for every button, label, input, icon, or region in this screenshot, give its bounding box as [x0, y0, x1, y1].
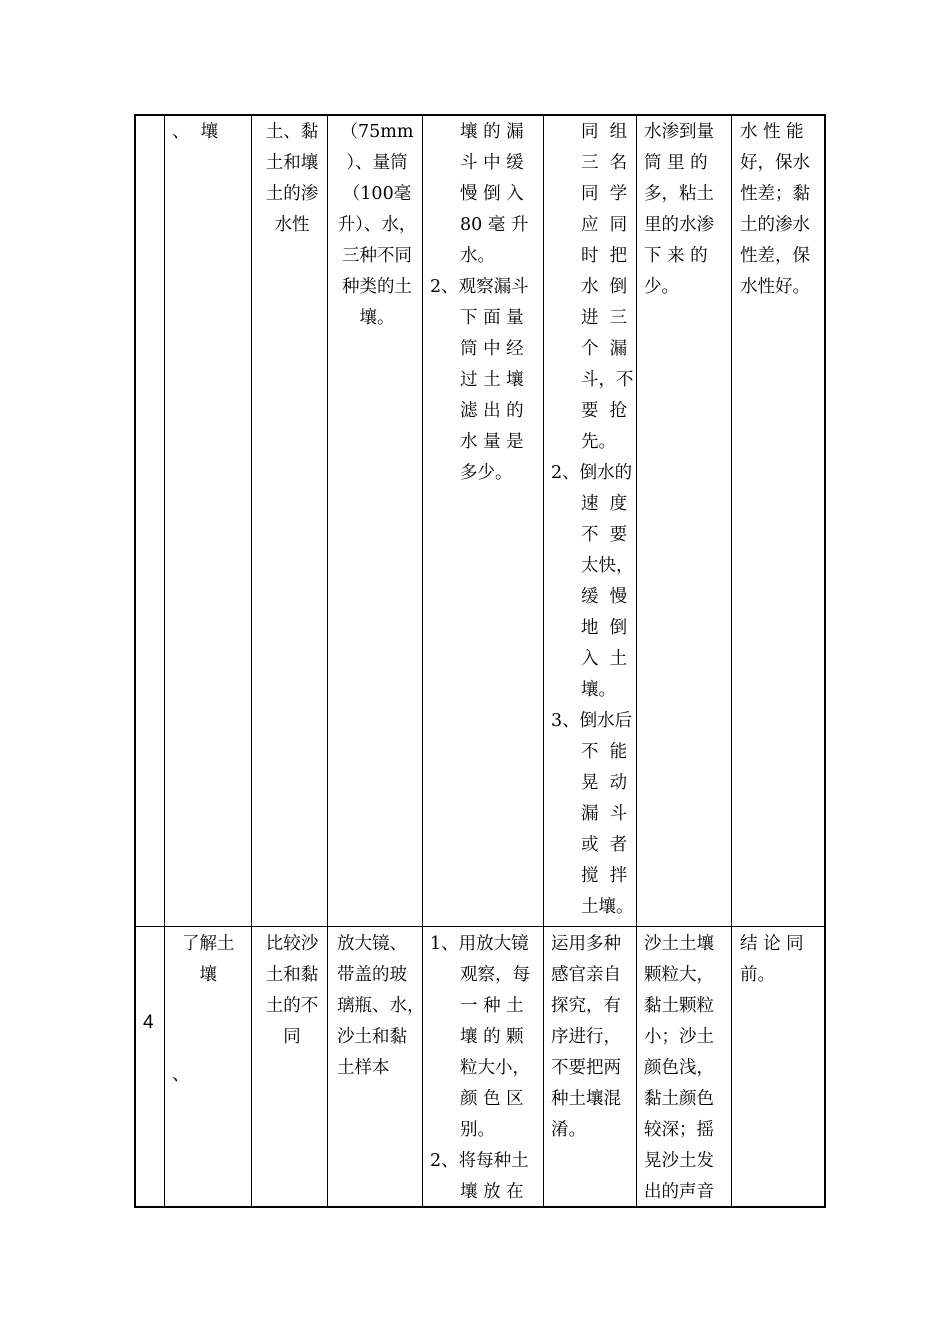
cell-line: 太快， [581, 556, 634, 576]
row-b-content-cell [262, 929, 322, 1053]
cell-line: 性差；黏 [740, 184, 810, 204]
cell-line: 璃瓶、水， [337, 996, 425, 1016]
cell-line: 沙土和黏 [337, 1027, 407, 1047]
cell-line: 颗粒大， [644, 965, 714, 985]
cell-line: 水性好。 [740, 277, 810, 297]
cell-line: 水 性 能 [740, 122, 804, 142]
cell-line: 水渗到量 [644, 122, 714, 142]
cell-line: 滤 出 的 [460, 401, 524, 421]
cell-line: 土壤。 [581, 897, 634, 917]
cell-line: 放大镜、 [337, 934, 407, 954]
cell-line: 黏土颗粒 [644, 996, 714, 1016]
row-a-steps-cell [430, 117, 538, 489]
row-a-notes-cell [551, 117, 633, 923]
row-a-content-cell [262, 117, 322, 241]
cell-line: 升）、水， [337, 215, 417, 235]
cell-line: 性差，保 [740, 246, 810, 266]
cell-line: 搅 拌 [581, 866, 628, 886]
cell-line: 先。 [581, 432, 616, 452]
cell-line: 带盖的玻 [337, 965, 407, 985]
cell-line: 前。 [740, 965, 775, 985]
cell-line: 黏土颜色 [644, 1089, 714, 1109]
column-divider [636, 114, 637, 1208]
cell-line: 同 [283, 1027, 301, 1047]
cell-line: 多少。 [460, 463, 513, 483]
cell-line: 80 毫 升 [460, 215, 529, 235]
cell-line: 速 度 [581, 494, 628, 514]
cell-line: 要 抢 [581, 401, 628, 421]
row-number: 4 [143, 1012, 154, 1033]
cell-line: 不要把两 [551, 1058, 621, 1078]
cell-line: 水 倒 [581, 277, 628, 297]
cell-line: 或 者 [581, 835, 628, 855]
cell-line: 、 壤 [172, 122, 219, 142]
cell-line: 壤。 [581, 680, 616, 700]
cell-line: 较深；摇 [644, 1120, 714, 1140]
cell-line: 晃 动 [581, 773, 628, 793]
column-divider [164, 114, 165, 1208]
cell-line: 同 学 [581, 184, 628, 204]
cell-line: 壤。 [359, 308, 395, 328]
cell-line: 淆。 [551, 1120, 586, 1140]
cell-line: 同 组 [581, 122, 628, 142]
cell-line: 2、倒水的 [551, 463, 633, 483]
cell-line: 斗 中 缓 [460, 153, 524, 173]
cell-line: 个 漏 [581, 339, 628, 359]
row-a-phenomenon-cell [644, 117, 728, 303]
cell-line: 时 把 [581, 246, 628, 266]
cell-line: 3、倒水后 [551, 711, 633, 731]
cell-line: 土样本 [337, 1058, 390, 1078]
cell-line: 水。 [460, 246, 495, 266]
cell-line: 多，粘土 [644, 184, 714, 204]
cell-line: 筒 中 经 [460, 339, 524, 359]
row-a-topic-cell [172, 117, 218, 148]
cell-line: 壤 的 漏 [460, 122, 524, 142]
row-a-conclusion-cell [740, 117, 824, 303]
cell-line: 漏 斗 [581, 804, 628, 824]
cell-line: 土的渗 [265, 184, 319, 204]
cell-line: 斗，不 [581, 370, 634, 390]
cell-line: 结 论 同 [740, 934, 804, 954]
cell-line: 土和黏 [265, 965, 319, 985]
cell-line: 比较沙 [265, 934, 319, 954]
row-b-phenomenon-cell [644, 929, 728, 1208]
cell-line: 晃沙土发 [644, 1151, 714, 1171]
cell-line: 下 面 量 [460, 308, 524, 328]
cell-line: 地 倒 [581, 618, 628, 638]
cell-line: 三 名 [581, 153, 628, 173]
cell-line: 颜 色 区 [460, 1089, 524, 1109]
cell-line: 颜色浅， [644, 1058, 714, 1078]
cell-line: 壤 [199, 965, 217, 985]
row-a-materials-cell [336, 117, 418, 334]
cell-line: 2、观察漏斗 [430, 277, 529, 297]
cell-line: 好，保水 [740, 153, 810, 173]
row-b-topic-mark: 、 [172, 1065, 190, 1085]
cell-line: 不 要 [581, 525, 628, 545]
cell-line: （75mm [340, 122, 414, 142]
cell-line: 一 种 土 [460, 996, 524, 1016]
row-divider [134, 926, 826, 927]
cell-line: 应 同 [581, 215, 628, 235]
cell-line: 里的水渗 [644, 215, 714, 235]
cell-line: 进 三 [581, 308, 628, 328]
cell-line: 小；沙土 [644, 1027, 714, 1047]
column-divider [731, 114, 732, 1208]
row-b-notes-cell [551, 929, 635, 1146]
row-b-topic-cell [182, 929, 235, 991]
row-b-steps-cell [430, 929, 538, 1208]
cell-line: 缓 慢 [581, 587, 628, 607]
cell-line: 入 土 [581, 649, 628, 669]
column-divider [251, 114, 252, 1208]
cell-line: 2、将每种土 [430, 1151, 529, 1171]
cell-line: 筒 里 的 [644, 153, 708, 173]
cell-line: 了解土 [182, 934, 235, 954]
cell-line: 粒大小， [460, 1058, 530, 1078]
cell-line: 土的不 [265, 996, 319, 1016]
cell-line: 慢 倒 入 [460, 184, 524, 204]
cell-line: 出的声音 [644, 1182, 714, 1202]
row-b-conclusion-cell [740, 929, 824, 991]
cell-line: 土的渗水 [740, 215, 810, 235]
cell-line: 感官亲自 [551, 965, 621, 985]
cell-line: 水性 [274, 215, 310, 235]
column-divider [422, 114, 423, 1208]
cell-line: 探究，有 [551, 996, 621, 1016]
cell-line: 不 能 [581, 742, 628, 762]
cell-line: 土和壤 [265, 153, 319, 173]
cell-line: 沙土土壤 [644, 934, 714, 954]
cell-line: 三种不同 [342, 246, 412, 266]
cell-line: 别。 [460, 1120, 495, 1140]
row-b-materials-cell [337, 929, 425, 1084]
cell-line: 观察，每 [460, 965, 530, 985]
cell-line: 种土壤混 [551, 1089, 621, 1109]
cell-line: ）、量筒 [346, 153, 408, 173]
cell-line: 序进行， [551, 1027, 621, 1047]
column-divider [327, 114, 328, 1208]
cell-line: （100毫 [342, 184, 412, 204]
cell-line: 土、黏 [265, 122, 319, 142]
cell-line: 种类的土 [342, 277, 412, 297]
cell-line: 过 土 壤 [460, 370, 524, 390]
column-divider [543, 114, 544, 1208]
cell-line: 壤 放 在 [460, 1182, 524, 1202]
cell-line: 运用多种 [551, 934, 621, 954]
cell-line: 水 量 是 [460, 432, 524, 452]
cell-line: 1、用放大镜 [430, 934, 529, 954]
cell-line: 壤 的 颗 [460, 1027, 524, 1047]
cell-line: 少。 [644, 277, 679, 297]
cell-line: 下 来 的 [644, 246, 708, 266]
